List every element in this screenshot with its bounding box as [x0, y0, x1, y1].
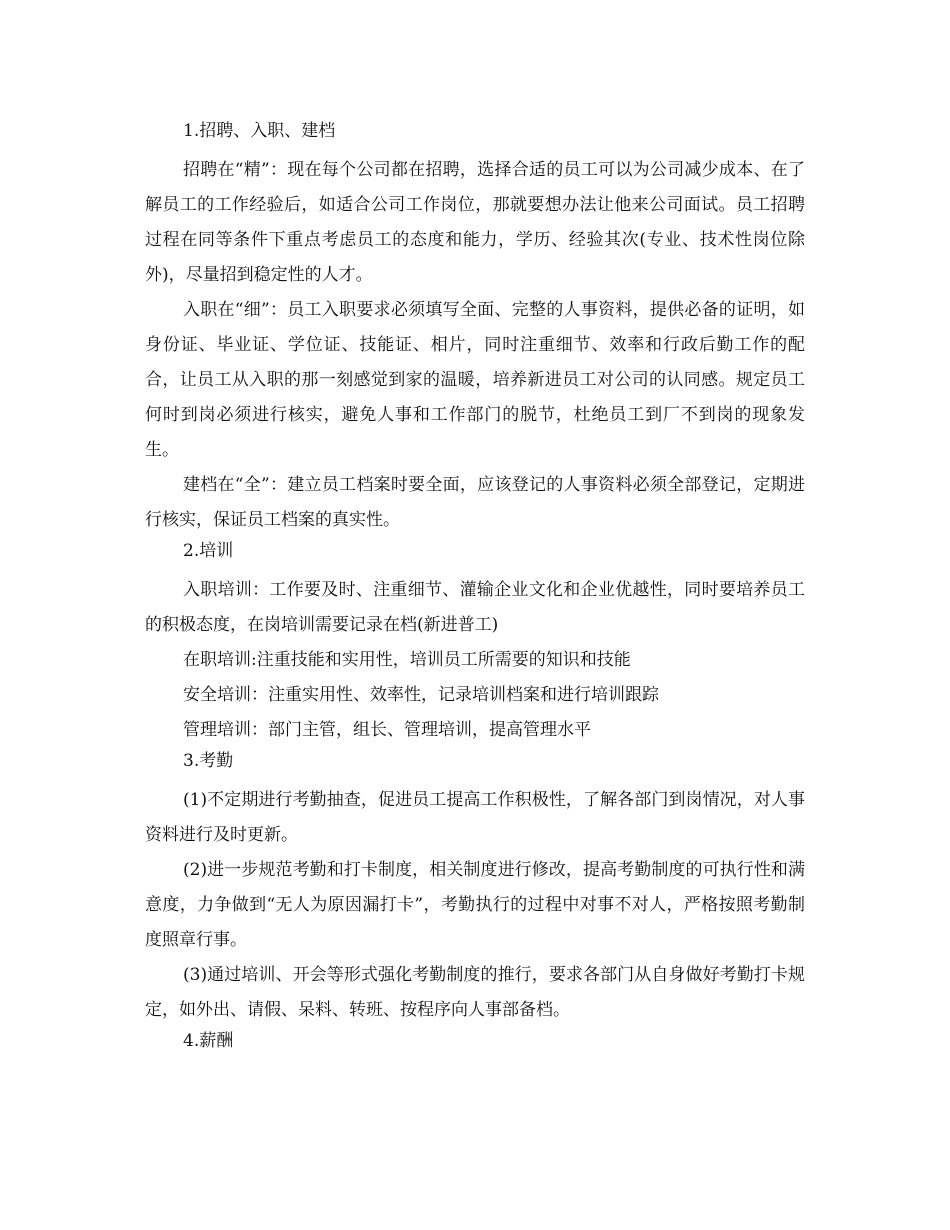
section-training	[145, 538, 805, 748]
section-heading: 3.考勤	[183, 751, 234, 771]
paragraph: 在职培训:注重技能和实用性，培训员工所需要的知识和技能	[183, 650, 631, 670]
paragraph: 招聘在“精”：现在每个公司都在招聘，选择合适的员工可以为公司减少成本、在了解员工的工作经验后，如适合公司工作岗位，那就要想办法让他来公司面试。员工招聘过程在同等条件下重点考虑员工的态度和能力，学历、经验其次(专业、技术性岗位除外)，尽量招到稳定性的人才。	[145, 160, 805, 285]
paragraph: (2)进一步规范考勤和打卡制度，相关制度进行修改，提高考勤制度的可执行性和满意度，力争做到“无人为原因漏打卡”，考勤执行的过程中对事不对人，严格按照考勤制度照章行事。	[145, 860, 805, 950]
section-heading: 2.培训	[183, 541, 234, 561]
document-page	[145, 118, 805, 1063]
section-attendance	[145, 748, 805, 1028]
paragraph: (3)通过培训、开会等形式强化考勤制度的推行，要求各部门从自身做好考勤打卡规定，如外出、请假、呆料、转班、按程序向人事部备档。	[145, 965, 805, 1020]
section-salary	[145, 1028, 805, 1054]
paragraph: 安全培训：注重实用性、效率性，记录培训档案和进行培训跟踪	[183, 685, 659, 705]
paragraph: 入职培训：工作要及时、注重细节、灌输企业文化和企业优越性，同时要培养员工的积极态度，在岗培训需要记录在档(新进普工)	[145, 580, 805, 635]
paragraph: 入职在“细”：员工入职要求必须填写全面、完整的人事资料，提供必备的证明，如身份证、毕业证、学位证、技能证、相片，同时注重细节、效率和行政后勤工作的配合，让员工从入职的那一刻感觉到家的温暖，培养新进员工对公司的认同感。规定员工何时到岗必须进行核实，避免人事和工作部门的脱节，杜绝员工到厂不到岗的现象发生。	[145, 300, 805, 460]
section-heading: 4.薪酬	[183, 1031, 234, 1051]
paragraph: 建档在“全”：建立员工档案时要全面，应该登记的人事资料必须全部登记，定期进行核实，保证员工档案的真实性。	[145, 475, 805, 530]
section-recruitment	[145, 118, 805, 538]
paragraph: (1)不定期进行考勤抽查，促进员工提高工作积极性，了解各部门到岗情况，对人事资料进行及时更新。	[145, 790, 805, 845]
section-heading: 1.招聘、入职、建档	[183, 121, 336, 141]
paragraph: 管理培训：部门主管，组长、管理培训，提高管理水平	[183, 720, 591, 740]
